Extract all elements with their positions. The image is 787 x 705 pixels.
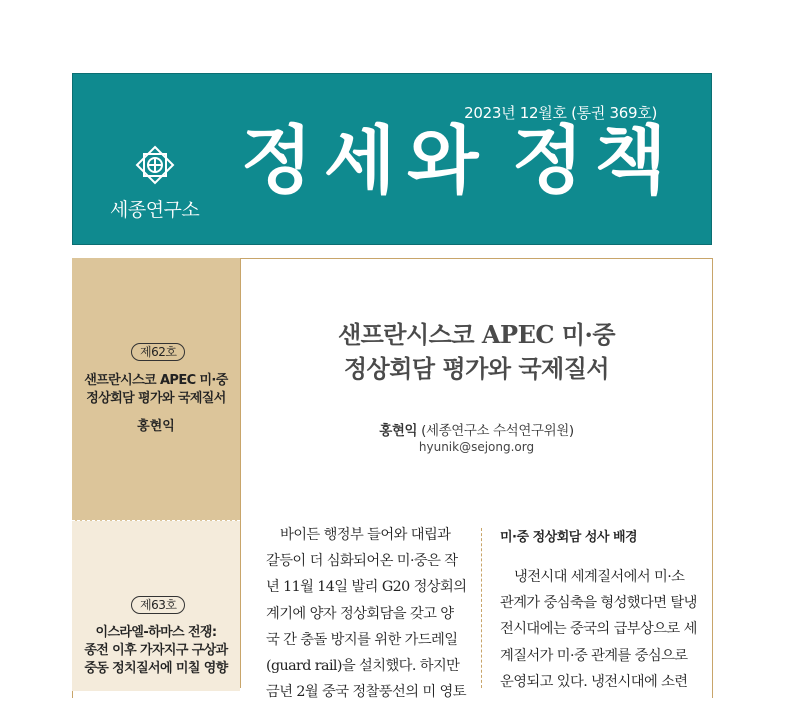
issue-badge: 제62호 bbox=[131, 343, 185, 361]
masthead-char: 정 bbox=[512, 118, 584, 204]
issue-label: 2023년 12월호 (통권 369호) bbox=[464, 104, 657, 122]
body-line: 국 간 충돌 방지를 위한 가드레일 bbox=[266, 631, 458, 648]
article-title bbox=[241, 318, 712, 386]
masthead-char: 와 bbox=[407, 118, 479, 204]
sejong-emblem-icon bbox=[135, 145, 175, 185]
sidebar-title-line: 중동 정치질서에 미칠 영향 bbox=[84, 661, 228, 676]
article-body-left bbox=[266, 522, 467, 705]
article-title-line: 정상회담 평가와 국제질서 bbox=[343, 354, 610, 383]
body-line: 냉전시대 세계질서에서 미·소 bbox=[514, 569, 685, 585]
sidebar-divider bbox=[72, 520, 240, 521]
masthead-char: 책 bbox=[595, 118, 667, 204]
article-body-right bbox=[500, 564, 712, 695]
sidebar-item-author: 홍현익 bbox=[137, 419, 175, 434]
body-line: (guard rail)을 설치했다. 하지만 bbox=[266, 658, 460, 675]
masthead-char: 정 bbox=[241, 118, 313, 204]
sidebar-title-line: 이스라엘-하마스 전쟁: bbox=[95, 625, 217, 640]
masthead-char: 세 bbox=[324, 118, 396, 204]
column-divider bbox=[481, 528, 482, 688]
sidebar-item-title[interactable] bbox=[72, 624, 240, 678]
author-name: 홍현익 bbox=[379, 423, 418, 439]
body-line: 갈등이 더 심화되어온 미·중은 작 bbox=[266, 553, 458, 570]
body-line: 바이든 행정부 들어와 대립과 bbox=[280, 527, 451, 543]
body-line: 계질서가 미·중 관계를 중심으로 bbox=[500, 647, 688, 664]
sidebar-title-line: 샌프란시스코 APEC 미·중 bbox=[84, 373, 228, 388]
author-email[interactable]: hyunik@sejong.org bbox=[418, 440, 535, 454]
institute-name: 세종연구소 bbox=[110, 199, 200, 221]
body-line: 전시대에는 중국의 급부상으로 세 bbox=[500, 621, 697, 638]
masthead-title bbox=[241, 118, 678, 204]
sidebar-title-line: 종전 이후 가자지구 구상과 bbox=[84, 643, 228, 658]
issue-badge: 제63호 bbox=[131, 596, 185, 614]
header-banner bbox=[72, 73, 712, 245]
body-line: 계기에 양자 정상회담을 갖고 양 bbox=[266, 605, 454, 622]
body-line: 운영되고 있다. 냉전시대에 소련 bbox=[500, 673, 688, 690]
sidebar-item-title[interactable] bbox=[72, 372, 240, 408]
section-heading: 미·중 정상회담 성사 배경 bbox=[500, 530, 638, 545]
body-line: 관계가 중심축을 형성했다면 탈냉 bbox=[500, 595, 697, 612]
body-line: 금년 2월 중국 정찰풍선의 미 영토 bbox=[266, 684, 466, 701]
body-line: 년 11월 14일 발리 G20 정상회의 bbox=[266, 579, 467, 596]
article-title-line: 샌프란시스코 APEC 미·중 bbox=[337, 320, 616, 349]
author-affiliation: (세종연구소 수석연구위원) bbox=[421, 423, 574, 439]
sidebar-title-line: 정상회담 평가와 국제질서 bbox=[86, 391, 226, 406]
author-line bbox=[241, 419, 712, 439]
